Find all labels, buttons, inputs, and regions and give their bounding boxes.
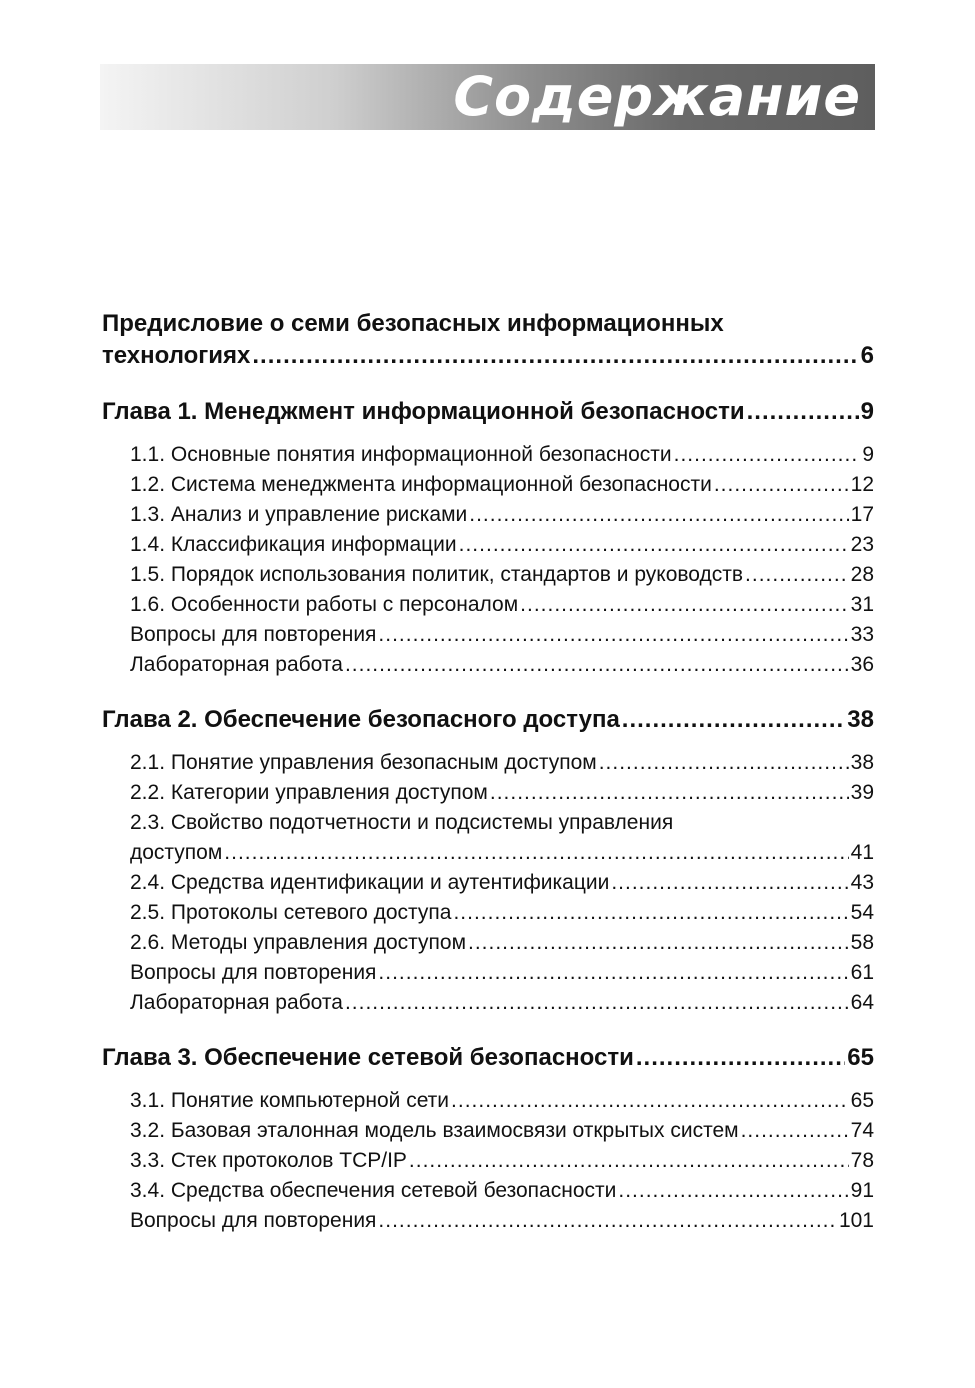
toc-page-number: 31 <box>850 593 874 616</box>
toc-item-title: 2.6. Методы управления доступом <box>130 931 466 954</box>
toc-page-number: 65 <box>847 1044 874 1071</box>
toc-item-title: Вопросы для повторения <box>130 623 377 646</box>
dot-leader <box>636 1042 845 1074</box>
toc-item-title: 3.2. Базовая эталонная модель взаимосвязи открытых систем <box>130 1119 739 1142</box>
toc-page-number: 78 <box>850 1149 874 1172</box>
dot-leader <box>674 440 861 470</box>
toc-item[interactable] <box>102 808 874 868</box>
toc-item[interactable] <box>102 898 874 928</box>
toc-item-title: 3.3. Стек протоколов TCP/IP <box>130 1149 407 1172</box>
toc-page-number: 9 <box>860 398 874 425</box>
toc-chapter-3[interactable] <box>102 1042 874 1074</box>
toc-page-number: 23 <box>850 533 874 556</box>
toc-item-title: 1.4. Классификация информации <box>130 533 457 556</box>
toc-item-title: 3.1. Понятие компьютерной сети <box>130 1089 450 1112</box>
toc-item-title: 1.2. Система менеджмента информационной безопасности <box>130 473 712 496</box>
dot-leader <box>469 500 848 530</box>
dot-leader <box>378 958 848 988</box>
dot-leader <box>618 1176 848 1206</box>
toc-item[interactable] <box>102 590 874 620</box>
toc-item-title: 1.6. Особенности работы с персоналом <box>130 593 519 616</box>
toc-entry-preface[interactable] <box>102 308 874 372</box>
toc-page-number: 38 <box>850 751 874 774</box>
toc-page-number: 28 <box>850 563 874 586</box>
page-title: Содержание <box>453 65 861 128</box>
toc-page-number: 17 <box>850 503 874 526</box>
toc-page-number: 58 <box>850 931 874 954</box>
toc-page-number: 38 <box>847 706 874 733</box>
toc-page-number: 101 <box>838 1209 874 1232</box>
dot-leader <box>747 396 859 428</box>
dot-leader <box>453 898 848 928</box>
toc-chapter-title: Глава 1. Менеджмент информационной безопасности <box>102 398 745 425</box>
dot-leader <box>599 748 849 778</box>
dot-leader <box>714 470 849 500</box>
dot-leader <box>468 928 849 958</box>
toc-item[interactable] <box>102 1146 874 1176</box>
toc-item[interactable] <box>102 530 874 560</box>
toc-item[interactable] <box>102 958 874 988</box>
dot-leader <box>345 650 849 680</box>
toc-item[interactable] <box>102 748 874 778</box>
toc-item-title: 2.5. Протоколы сетевого доступа <box>130 901 452 924</box>
table-of-contents <box>102 308 874 1236</box>
toc-chapter-1[interactable] <box>102 396 874 428</box>
dot-leader <box>378 620 848 650</box>
dot-leader <box>741 1116 849 1146</box>
toc-item-title: 2.2. Категории управления доступом <box>130 781 488 804</box>
toc-page-number: 64 <box>850 991 874 1014</box>
toc-page-number: 9 <box>862 443 874 466</box>
toc-chapter-2[interactable] <box>102 704 874 736</box>
toc-chapter-title: Глава 2. Обеспечение безопасного доступа <box>102 706 620 733</box>
toc-item-title: Лабораторная работа <box>130 653 343 676</box>
toc-item-title: 2.1. Понятие управления безопасным доступом <box>130 751 597 774</box>
toc-item-title: 3.4. Средства обеспечения сетевой безопасности <box>130 1179 617 1202</box>
toc-page-number: 65 <box>850 1089 874 1112</box>
toc-item-title: Вопросы для повторения <box>130 1209 377 1232</box>
toc-item-title: 1.3. Анализ и управление рисками <box>130 503 468 526</box>
toc-page-number: 91 <box>850 1179 874 1202</box>
toc-page-number: 33 <box>850 623 874 646</box>
toc-item-title: Вопросы для повторения <box>130 961 377 984</box>
dot-leader <box>611 868 848 898</box>
dot-leader <box>252 340 858 372</box>
toc-item[interactable] <box>102 470 874 500</box>
toc-item-title: Лабораторная работа <box>130 991 343 1014</box>
toc-item-title: 2.4. Средства идентификации и аутентификации <box>130 871 610 894</box>
dot-leader <box>520 590 848 620</box>
toc-item[interactable] <box>102 500 874 530</box>
dot-leader <box>451 1086 849 1116</box>
dot-leader <box>745 560 849 590</box>
toc-item[interactable] <box>102 1116 874 1146</box>
toc-item[interactable] <box>102 560 874 590</box>
toc-page-number: 39 <box>850 781 874 804</box>
header-bar <box>100 64 875 130</box>
toc-item-title: 1.5. Порядок использования политик, стандартов и руководств <box>130 563 744 586</box>
toc-item[interactable] <box>102 1086 874 1116</box>
toc-item-title: 1.1. Основные понятия информационной безопасности <box>130 443 672 466</box>
toc-item[interactable] <box>102 928 874 958</box>
toc-page-number: 12 <box>850 473 874 496</box>
toc-page-number: 6 <box>860 342 874 369</box>
toc-chapter-title: Глава 3. Обеспечение сетевой безопасности <box>102 1044 634 1071</box>
toc-item[interactable] <box>102 650 874 680</box>
toc-entry-title: Предисловие о семи безопасных информационных <box>102 310 724 337</box>
toc-item-title-continued: доступом <box>130 841 223 864</box>
toc-page-number: 41 <box>850 841 874 864</box>
dot-leader <box>345 988 849 1018</box>
toc-page-number: 54 <box>850 901 874 924</box>
toc-item[interactable] <box>102 440 874 470</box>
toc-item[interactable] <box>102 620 874 650</box>
dot-leader <box>490 778 849 808</box>
toc-item-title: 2.3. Свойство подотчетности и подсистемы управления <box>130 811 674 834</box>
dot-leader <box>409 1146 849 1176</box>
toc-item[interactable] <box>102 1206 874 1236</box>
toc-item[interactable] <box>102 1176 874 1206</box>
toc-page-number: 36 <box>850 653 874 676</box>
dot-leader <box>378 1206 837 1236</box>
toc-item[interactable] <box>102 868 874 898</box>
dot-leader <box>622 704 846 736</box>
toc-page-number: 74 <box>850 1119 874 1142</box>
toc-entry-title-continued: технологиях <box>102 342 251 369</box>
dot-leader <box>459 530 849 560</box>
dot-leader <box>224 838 848 868</box>
toc-page-number: 43 <box>850 871 874 894</box>
toc-page-number: 61 <box>850 961 874 984</box>
toc-item[interactable] <box>102 778 874 808</box>
toc-item[interactable] <box>102 988 874 1018</box>
